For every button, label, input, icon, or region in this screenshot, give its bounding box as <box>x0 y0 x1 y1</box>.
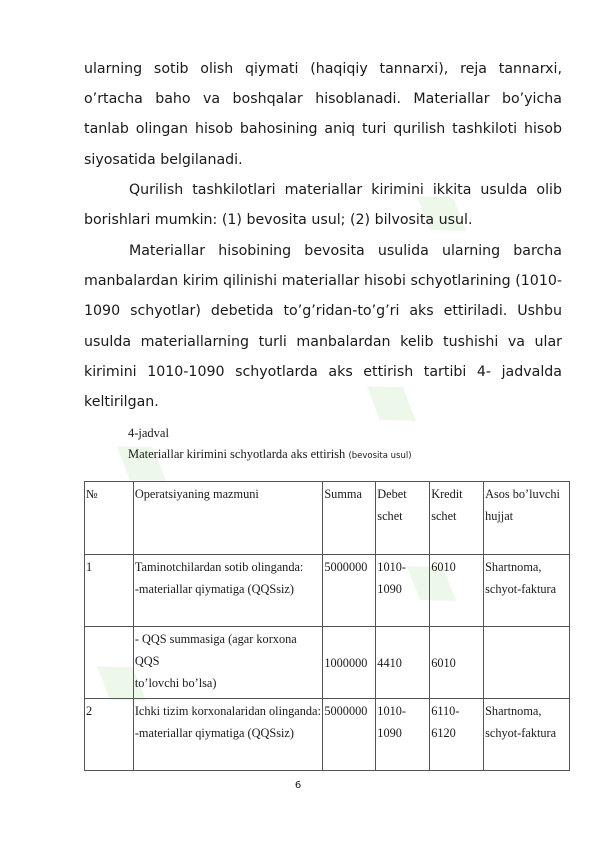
row-description <box>133 699 323 771</box>
paragraph-1: ularning sotib olish qiymati (haqiqiy tannarxi), reja tannarxi, o’rtacha baho va boshqalar hisoblanadi. Materiallar bo’yicha tanlab olingan hisob bahosining aniq turi qurilish tashkiloti hisob siyosatida belgilanadi. <box>84 61 562 168</box>
row-sum: 5000000 <box>323 699 376 771</box>
accounts-table <box>84 481 570 771</box>
row-debit: 1010-1090 <box>376 699 430 771</box>
row-description <box>133 555 323 627</box>
row-credit: 6010 <box>430 555 484 627</box>
row-basis: Shartnoma, schyot-faktura <box>484 555 570 627</box>
row-credit: 6010 <box>430 627 484 699</box>
row-description-line: Ichki tizim korxonalaridan olinganda: <box>134 704 321 718</box>
row-credit: 6110-6120 <box>430 699 484 771</box>
header-debit: Debet schet <box>376 482 430 555</box>
header-basis: Asos bo’luvchi hujjat <box>484 482 570 555</box>
row-number: 2 <box>85 699 134 771</box>
row-description-line: to’lovchi bo’lsa) <box>134 676 217 690</box>
row-basis <box>484 627 570 699</box>
row-sum: 5000000 <box>323 555 376 627</box>
header-description: Operatsiyaning mazmuni <box>133 482 323 555</box>
table-title-text: Materiallar kirimini schyotlarda aks ettirish <box>128 447 346 461</box>
row-description-line: Taminotchilardan sotib olinganda: <box>134 560 304 574</box>
row-number <box>85 627 134 699</box>
page-number: 6 <box>294 780 302 791</box>
table-title-note: (bevosita usul) <box>348 451 412 461</box>
header-number: № <box>85 482 134 555</box>
table-header-row <box>85 482 570 555</box>
row-description-line: - QQS summasiga (agar korxona QQS <box>134 632 297 668</box>
paragraph-2: Qurilish tashkilotlari materiallar kirimini ikkita usulda olib borishlari mumkin: (1) bevosita usul; (2) bilvosita usul. <box>84 182 562 229</box>
row-sum: 1000000 <box>323 627 376 699</box>
row-basis: Shartnoma, schyot-faktura <box>484 699 570 771</box>
table-number: 4-jadval <box>128 426 169 440</box>
table-title <box>128 447 412 462</box>
row-description-line: -materiallar qiymatiga (QQSsiz) <box>134 726 294 740</box>
header-credit: Kredit schet <box>430 482 484 555</box>
row-description <box>133 627 323 699</box>
paragraph-3: Materiallar hisobining bevosita usulida ularning barcha manbalardan kirim qilinishi materiallar hisobi schyotlarining (1010-1090 schyotlar) debetida to’g’ridan-to’g’ri aks ettiriladi. Ushbu usulda materiallarning turli manbalardan kelib tushishi va ular kirimini 1010-1090 schyotlarda aks ettirish tartibi 4- jadvalda keltirilgan. <box>84 243 562 411</box>
table-row <box>85 555 570 627</box>
row-debit: 4410 <box>376 627 430 699</box>
row-number: 1 <box>85 555 134 627</box>
header-sum: Summa <box>323 482 376 555</box>
row-description-line: -materiallar qiymatiga (QQSsiz) <box>134 582 294 596</box>
row-debit: 1010-1090 <box>376 555 430 627</box>
table-row <box>85 699 570 771</box>
table-row <box>85 627 570 699</box>
